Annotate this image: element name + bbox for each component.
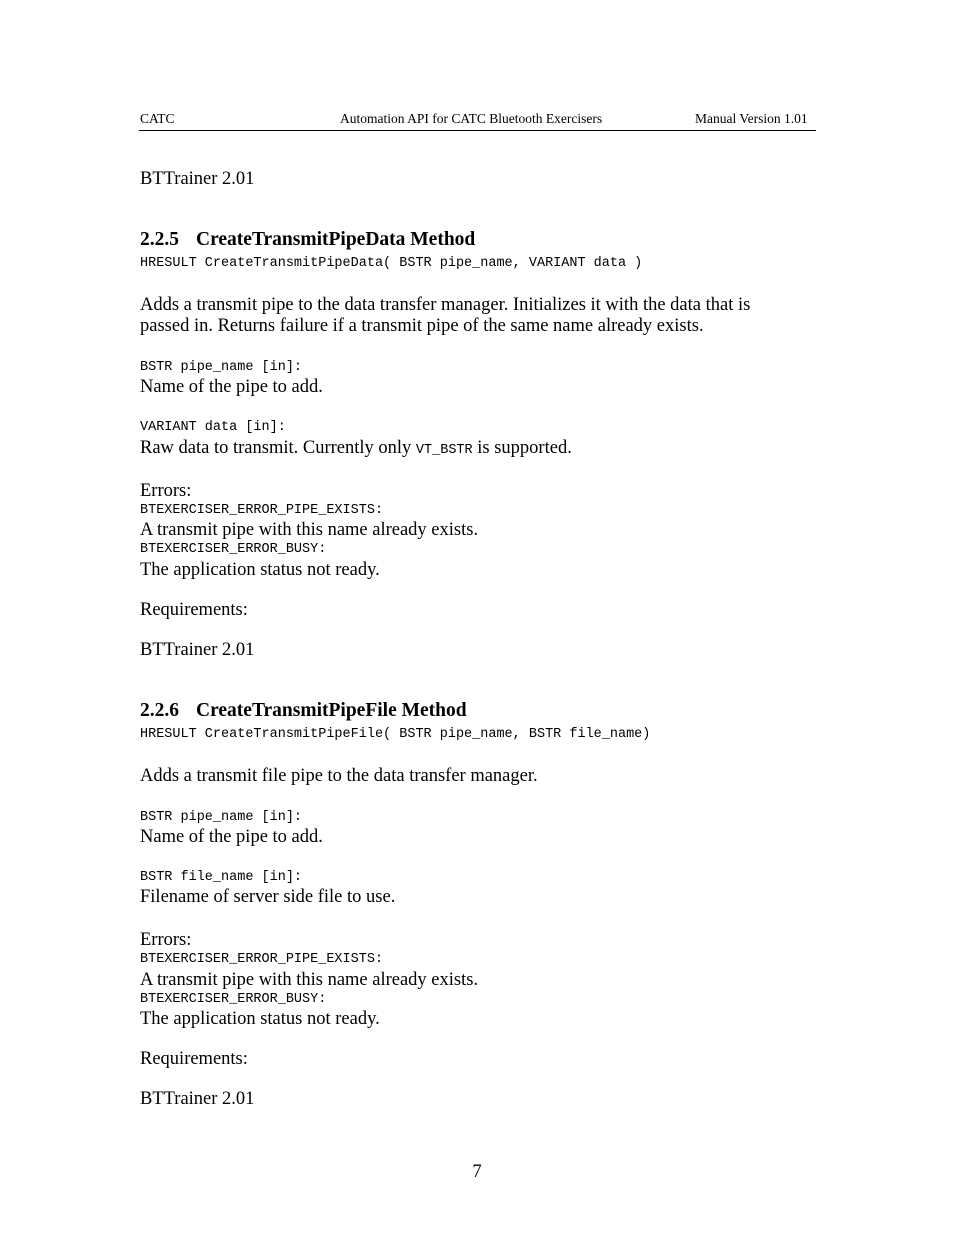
param-signature: BSTR pipe_name [in]: [140,360,303,375]
param-signature: VARIANT data [in]: [140,420,286,435]
error-code: BTEXERCISER_ERROR_PIPE_EXISTS: [140,503,384,518]
param-description: Name of the pipe to add. [140,377,323,397]
description-line: Adds a transmit file pipe to the data transfer manager. [140,766,538,786]
param-description-text: Raw data to transmit. Currently only [140,438,416,458]
error-code: BTEXERCISER_ERROR_PIPE_EXISTS: [140,952,384,967]
errors-label: Errors: [140,930,192,950]
requirements-label: Requirements: [140,600,248,620]
requirements-label: Requirements: [140,1049,248,1069]
requirements-value: BTTrainer 2.01 [140,1089,255,1109]
param-description: Filename of server side file to use. [140,887,396,907]
header-center: Automation API for CATC Bluetooth Exercisers [340,111,603,126]
param-description-text: is supported. [472,438,572,458]
errors-label: Errors: [140,481,192,501]
param-signature: BSTR file_name [in]: [140,870,303,885]
requirements-value: BTTrainer 2.01 [140,640,255,660]
section-heading [140,700,467,722]
error-description: A transmit pipe with this name already exists. [140,520,479,540]
description-line: passed in. Returns failure if a transmit pipe of the same name already exists. [140,316,704,336]
section-number: 2.2.6 [140,700,179,721]
error-description: A transmit pipe with this name already exists. [140,970,479,990]
header-left: CATC [140,111,175,126]
section-title: CreateTransmitPipeData Method [196,229,476,250]
method-signature: HRESULT CreateTransmitPipeData( BSTR pipe_name, VARIANT data ) [140,256,643,271]
method-signature: HRESULT CreateTransmitPipeFile( BSTR pipe_name, BSTR file_name) [140,727,651,742]
param-description: Name of the pipe to add. [140,827,323,847]
param-description [140,438,572,459]
section-heading [140,229,475,251]
page-number: 7 [472,1162,482,1182]
header-rule [139,130,816,131]
section-title: CreateTransmitPipeFile Method [196,700,467,721]
error-code: BTEXERCISER_ERROR_BUSY: [140,542,327,557]
param-signature: BSTR pipe_name [in]: [140,810,303,825]
error-code: BTEXERCISER_ERROR_BUSY: [140,992,327,1007]
error-description: The application status not ready. [140,560,380,580]
inline-code: VT_BSTR [415,443,473,458]
section-number: 2.2.5 [140,229,179,250]
error-description: The application status not ready. [140,1009,380,1029]
description-line: Adds a transmit pipe to the data transfer manager. Initializes it with the data that is [140,295,751,315]
intro-requirement: BTTrainer 2.01 [140,169,255,189]
header-right: Manual Version 1.01 [695,111,808,126]
